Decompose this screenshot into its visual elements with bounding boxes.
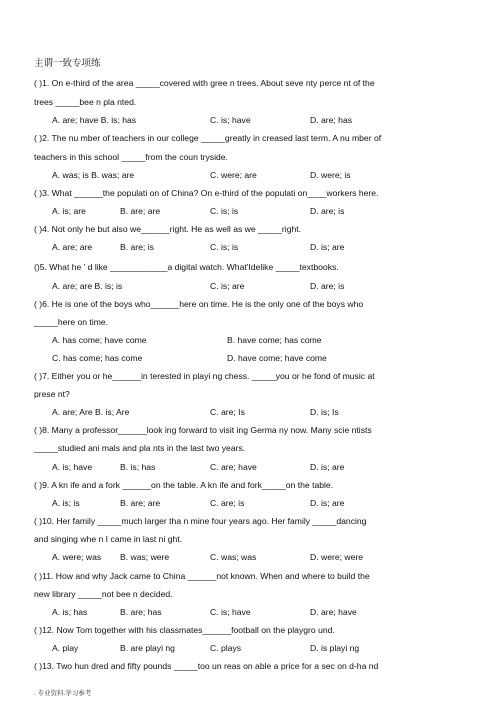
question-text-line: ( )4. Not only he but also we______right. He as well as we _____right. <box>34 224 302 234</box>
answer-option: B. are; is <box>120 242 154 252</box>
answer-option: D. is; are <box>310 498 345 508</box>
answer-option: C. are; have <box>210 462 257 472</box>
answer-option: D. were; is <box>310 170 351 180</box>
answer-option: D. are; has <box>310 115 353 125</box>
answer-option: A. were; was <box>52 552 102 562</box>
question-text-line: new library _____not bee n decided. <box>34 589 173 599</box>
answer-option: A. was; is B. was; are <box>52 170 135 180</box>
question-text-line: _____studied ani mals and pla nts in the last two years. <box>34 443 246 453</box>
question-text-line: ( )10. Her family _____much larger tha n mine four years ago. Her family _____dancing <box>34 516 367 526</box>
question-text-line: ( )9. A kn ife and a fork ______on the table. A kn ife and fork_____on the table. <box>34 480 334 490</box>
question-text-line: trees _____bee n pla nted. <box>34 97 137 107</box>
question-text-line: ( )1. On e-third of the area _____covered with gree n trees. About seve nty perce nt of the <box>34 78 375 88</box>
question-text-line: _____here on time. <box>34 317 109 327</box>
answer-option: D. have come; have come <box>227 353 327 363</box>
answer-option: C. are; Is <box>210 407 245 417</box>
question-text-line: ()5. What he ’ d like ____________a digital watch. What'Idelike _____textbooks. <box>34 262 339 272</box>
answer-option: D. is; are <box>310 242 345 252</box>
question-text-line: ( )2. The nu mber of teachers in our college _____greatly in creased last term. A nu mber of <box>34 133 382 143</box>
answer-option: C. was; was <box>210 552 257 562</box>
answer-option: C. is; is <box>210 242 239 252</box>
question-text-line: ( )11. How and why Jack came to China ______not known. When and where to build the <box>34 571 370 581</box>
answer-option: C. is; have <box>210 607 251 617</box>
answer-option: A. play <box>52 643 79 653</box>
answer-option: D. is playi ng <box>310 643 360 653</box>
answer-option: A. is; are <box>52 206 86 216</box>
question-text-line: teachers in this school _____from the coun tryside. <box>34 152 228 162</box>
answer-option: D. are; is <box>310 281 345 291</box>
answer-option: B. are playi ng <box>120 643 175 653</box>
answer-option: A. are; have B. is; has <box>52 115 137 125</box>
answer-option: A. are; are B. is; is <box>52 281 123 291</box>
answer-option: D. are; is <box>310 206 345 216</box>
question-text-line: prese nt? <box>34 389 70 399</box>
answer-option: A. is; have <box>52 462 93 472</box>
answer-option: D. are; have <box>310 607 357 617</box>
answer-option: C. has come; has come <box>52 353 143 363</box>
answer-option: D. is; are <box>310 462 345 472</box>
document-title: 主谓一致专项练 <box>34 58 101 69</box>
answer-option: A. is; is <box>52 498 80 508</box>
page-footer: . 专业资料.学习参考 <box>34 690 92 697</box>
answer-option: B. are; has <box>120 607 162 617</box>
answer-option: C. were; are <box>210 170 257 180</box>
question-text-line: ( )12. Now Tom together with his classmates______football on the playgro und. <box>34 625 335 635</box>
answer-option: B. is; has <box>120 462 156 472</box>
question-text-line: ( )13. Two hun dred and fifty pounds _____too un reas on able a price for a sec on d-ha nd <box>34 661 379 671</box>
answer-option: B. was; were <box>120 552 170 562</box>
answer-option: A. are; Are B. is; Are <box>52 407 130 417</box>
answer-option: B. are; are <box>120 498 161 508</box>
answer-option: C. are; is <box>210 498 245 508</box>
question-text-line: ( )3. What ______the populati on of China? On e-third of the populati on____workers here. <box>34 188 379 198</box>
answer-option: D. is; Is <box>310 407 339 417</box>
answer-option: C. plays <box>210 643 242 653</box>
question-text-line: ( )7. Either you or he______in terested in playi ng chess. _____you or he fond of music at <box>34 371 375 381</box>
question-text-line: and singing whe n I came in last ni ght. <box>34 534 183 544</box>
answer-option: B. have come; has come <box>227 335 322 345</box>
question-text-line: ( )6. He is one of the boys who______here on time. He is the only one of the boys who <box>34 299 364 309</box>
answer-option: B. are; are <box>120 206 161 216</box>
answer-option: D. were; were <box>310 552 364 562</box>
answer-option: C. is; are <box>210 281 245 291</box>
answer-option: A. is; has <box>52 607 88 617</box>
answer-option: C. is; have <box>210 115 251 125</box>
answer-option: A. has come; have come <box>52 335 147 345</box>
answer-option: C. is; is <box>210 206 239 216</box>
answer-option: A. are; are <box>52 242 93 252</box>
question-text-line: ( )8. Many a professor______look ing forward to visit ing Germa ny now. Many scie ntists <box>34 425 372 435</box>
